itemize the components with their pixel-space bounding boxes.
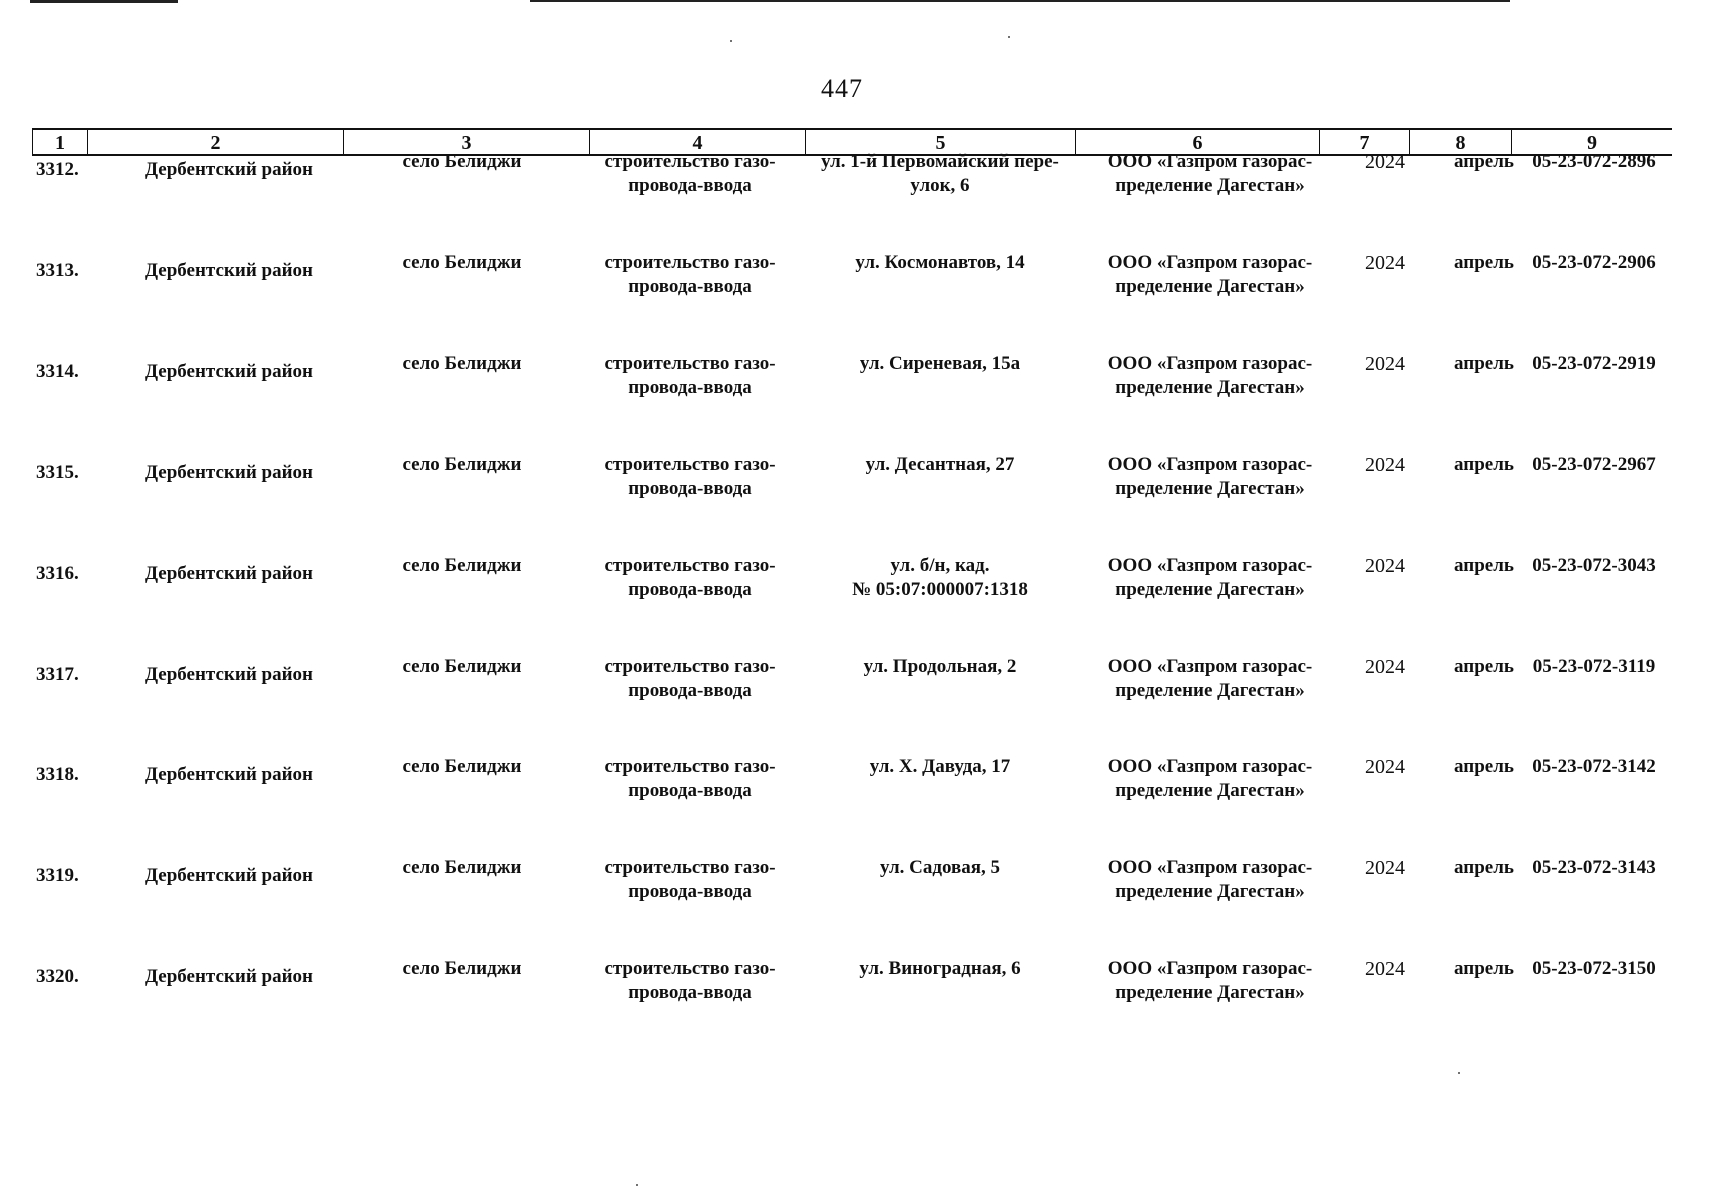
row-number [32,259,98,283]
work-type-cell-line: провода-ввода [628,478,752,499]
district-cell-line: Дербентский район [145,563,313,584]
year-cell [1345,150,1425,174]
table-row [32,957,1672,1053]
year-cell-line: 2024 [1365,555,1405,577]
village-cell-line: село Белиджи [402,857,522,878]
organization-cell-line: ООО «Газпром газорас- [1107,756,1313,777]
organization-cell-line: ООО «Газпром газорас- [1107,656,1313,677]
district-cell [124,763,334,787]
village-cell-line: село Белиджи [402,958,522,979]
code-cell-line: 05-23-072-3043 [1532,555,1656,576]
organization-cell-line: пределение Дагестан» [1115,276,1305,297]
table-row [32,655,1672,751]
month-cell-line: апрель [1454,958,1514,979]
district-cell [124,864,334,888]
code-cell [1514,352,1674,376]
work-type-cell-line: строительство газо- [604,151,776,172]
district-cell [124,461,334,485]
month-cell-line: апрель [1454,151,1514,172]
district-cell [124,158,334,182]
work-type-cell-line: провода-ввода [628,982,752,1003]
header-col-4: 4 [590,130,806,154]
village-cell-line: село Белиджи [402,756,522,777]
work-type-cell-line: провода-ввода [628,680,752,701]
scan-top-edge-right [530,0,1510,2]
row-number [32,763,98,787]
organization-cell-line: пределение Дагестан» [1115,680,1305,701]
year-cell-line: 2024 [1365,151,1405,173]
village-cell [362,150,562,174]
work-type-cell [590,251,790,299]
address-cell [810,655,1070,679]
work-type-cell-line: провода-ввода [628,579,752,600]
work-type-cell-line: строительство газо- [604,353,776,374]
header-col-1: 1 [32,130,88,154]
month-cell-line: апрель [1454,656,1514,677]
district-cell [124,663,334,687]
village-cell-line: село Белиджи [402,555,522,576]
scan-speck [730,40,732,42]
district-cell [124,360,334,384]
address-cell [810,755,1070,779]
row-number-line: 3314. [36,361,79,382]
village-cell-line: село Белиджи [402,353,522,374]
work-type-cell [590,453,790,501]
organization-cell [1090,755,1330,803]
village-cell [362,856,562,880]
header-col-2: 2 [88,130,344,154]
header-col-8: 8 [1410,130,1512,154]
row-number-line: 3318. [36,764,79,785]
district-cell-line: Дербентский район [145,966,313,987]
address-cell-line: ул. Виноградная, 6 [859,958,1021,979]
organization-cell [1090,856,1330,904]
table-row [32,856,1672,952]
organization-cell [1090,554,1330,602]
year-cell [1345,554,1425,578]
row-number-line: 3315. [36,462,79,483]
code-cell [1514,957,1674,981]
work-type-cell [590,856,790,904]
village-cell-line: село Белиджи [402,656,522,677]
year-cell [1345,655,1425,679]
work-type-cell-line: строительство газо- [604,555,776,576]
table-row [32,554,1672,650]
month-cell-line: апрель [1454,252,1514,273]
year-cell [1345,251,1425,275]
address-cell [810,554,1070,602]
header-col-5: 5 [806,130,1076,154]
row-number-line: 3320. [36,966,79,987]
table-row [32,150,1672,246]
work-type-cell [590,655,790,703]
code-cell [1514,150,1674,174]
address-cell [810,352,1070,376]
year-cell-line: 2024 [1365,656,1405,678]
month-cell-line: апрель [1454,454,1514,475]
work-type-cell-line: провода-ввода [628,175,752,196]
month-cell-line: апрель [1454,353,1514,374]
organization-cell [1090,150,1330,198]
district-cell-line: Дербентский район [145,865,313,886]
work-type-cell-line: провода-ввода [628,276,752,297]
village-cell-line: село Белиджи [402,151,522,172]
table-row [32,453,1672,549]
year-cell [1345,453,1425,477]
row-number [32,360,98,384]
month-cell-line: апрель [1454,555,1514,576]
scan-top-edge-left [30,0,178,3]
code-cell [1514,453,1674,477]
organization-cell-line: ООО «Газпром газорас- [1107,353,1313,374]
organization-cell-line: пределение Дагестан» [1115,478,1305,499]
village-cell [362,655,562,679]
code-cell [1514,856,1674,880]
scan-speck [1458,1072,1460,1074]
district-cell-line: Дербентский район [145,764,313,785]
code-cell-line: 05-23-072-2896 [1532,151,1656,172]
code-cell-line: 05-23-072-3150 [1532,958,1656,979]
organization-cell [1090,352,1330,400]
row-number-line: 3317. [36,664,79,685]
work-type-cell-line: строительство газо- [604,252,776,273]
address-cell [810,150,1070,198]
organization-cell-line: ООО «Газпром газорас- [1107,454,1313,475]
work-type-cell-line: строительство газо- [604,454,776,475]
village-cell [362,251,562,275]
table-row [32,755,1672,851]
row-number [32,864,98,888]
year-cell [1345,856,1425,880]
work-type-cell-line: провода-ввода [628,881,752,902]
district-cell-line: Дербентский район [145,260,313,281]
district-cell-line: Дербентский район [145,361,313,382]
address-cell-line: ул. Космонавтов, 14 [855,252,1025,273]
address-cell-line: улок, 6 [910,175,970,196]
organization-cell-line: пределение Дагестан» [1115,881,1305,902]
year-cell-line: 2024 [1365,958,1405,980]
village-cell [362,352,562,376]
work-type-cell-line: строительство газо- [604,656,776,677]
organization-cell-line: пределение Дагестан» [1115,982,1305,1003]
address-cell-line: ул. Десантная, 27 [865,454,1015,475]
organization-cell-line: ООО «Газпром газорас- [1107,151,1313,172]
code-cell-line: 05-23-072-3143 [1532,857,1656,878]
header-col-9: 9 [1587,132,1597,154]
code-cell-line: 05-23-072-3142 [1532,756,1656,777]
code-cell [1514,554,1674,578]
address-cell-line: ул. Сиреневая, 15а [859,353,1021,374]
table-row [32,251,1672,347]
organization-cell-line: ООО «Газпром газорас- [1107,555,1313,576]
address-cell [810,453,1070,477]
header-col-3: 3 [344,130,590,154]
month-cell-line: апрель [1454,857,1514,878]
year-cell-line: 2024 [1365,756,1405,778]
row-number [32,663,98,687]
row-number-line: 3313. [36,260,79,281]
village-cell-line: село Белиджи [402,454,522,475]
address-cell-line: ул. Х. Давуда, 17 [869,756,1011,777]
organization-cell-line: ООО «Газпром газорас- [1107,252,1313,273]
organization-cell-line: ООО «Газпром газорас- [1107,958,1313,979]
year-cell-line: 2024 [1365,454,1405,476]
village-cell [362,957,562,981]
work-type-cell-line: строительство газо- [604,756,776,777]
organization-cell [1090,957,1330,1005]
code-cell [1514,655,1674,679]
year-cell-line: 2024 [1365,252,1405,274]
page-number: 447 [821,74,863,103]
organization-cell-line: пределение Дагестан» [1115,175,1305,196]
code-cell-line: 05-23-072-2919 [1532,353,1656,374]
work-type-cell [590,352,790,400]
row-number-line: 3319. [36,865,79,886]
work-type-cell [590,554,790,602]
organization-cell-line: пределение Дагестан» [1115,780,1305,801]
district-cell-line: Дербентский район [145,462,313,483]
address-cell-line: ул. Садовая, 5 [879,857,1001,878]
row-number [32,562,98,586]
organization-cell-line: пределение Дагестан» [1115,377,1305,398]
work-type-cell-line: провода-ввода [628,377,752,398]
district-cell [124,965,334,989]
row-number-line: 3312. [36,159,79,180]
year-cell [1345,957,1425,981]
address-cell-line: ул. 1-й Первомайский пере- [821,151,1059,172]
code-cell [1514,755,1674,779]
year-cell-line: 2024 [1365,857,1405,879]
organization-cell [1090,251,1330,299]
work-type-cell-line: провода-ввода [628,780,752,801]
table-row [32,352,1672,448]
address-cell [810,856,1070,880]
address-cell [810,251,1070,275]
year-cell [1345,755,1425,779]
village-cell [362,554,562,578]
row-number [32,965,98,989]
row-number [32,461,98,485]
code-cell-line: 05-23-072-3119 [1532,656,1656,677]
scan-speck [1008,36,1010,38]
organization-cell-line: ООО «Газпром газорас- [1107,857,1313,878]
address-cell-line: ул. б/н, кад. [890,555,990,576]
village-cell [362,755,562,779]
organization-cell [1090,453,1330,501]
village-cell [362,453,562,477]
header-col-7: 7 [1320,130,1410,154]
work-type-cell [590,755,790,803]
work-type-cell-line: строительство газо- [604,857,776,878]
month-cell-line: апрель [1454,756,1514,777]
code-cell [1514,251,1674,275]
address-cell [810,957,1070,981]
header-col-6: 6 [1076,130,1320,154]
year-cell [1345,352,1425,376]
district-cell [124,259,334,283]
organization-cell [1090,655,1330,703]
code-cell-line: 05-23-072-2906 [1532,252,1656,273]
work-type-cell-line: строительство газо- [604,958,776,979]
row-number-line: 3316. [36,563,79,584]
address-cell-line: ул. Продольная, 2 [863,656,1017,677]
address-cell-line: № 05:07:000007:1318 [852,579,1028,600]
district-cell-line: Дербентский район [145,159,313,180]
work-type-cell [590,150,790,198]
year-cell-line: 2024 [1365,353,1405,375]
code-cell-line: 05-23-072-2967 [1532,454,1656,475]
organization-cell-line: пределение Дагестан» [1115,579,1305,600]
district-cell-line: Дербентский район [145,664,313,685]
row-number [32,158,98,182]
district-cell [124,562,334,586]
work-type-cell [590,957,790,1005]
village-cell-line: село Белиджи [402,252,522,273]
scan-speck [636,1184,638,1186]
